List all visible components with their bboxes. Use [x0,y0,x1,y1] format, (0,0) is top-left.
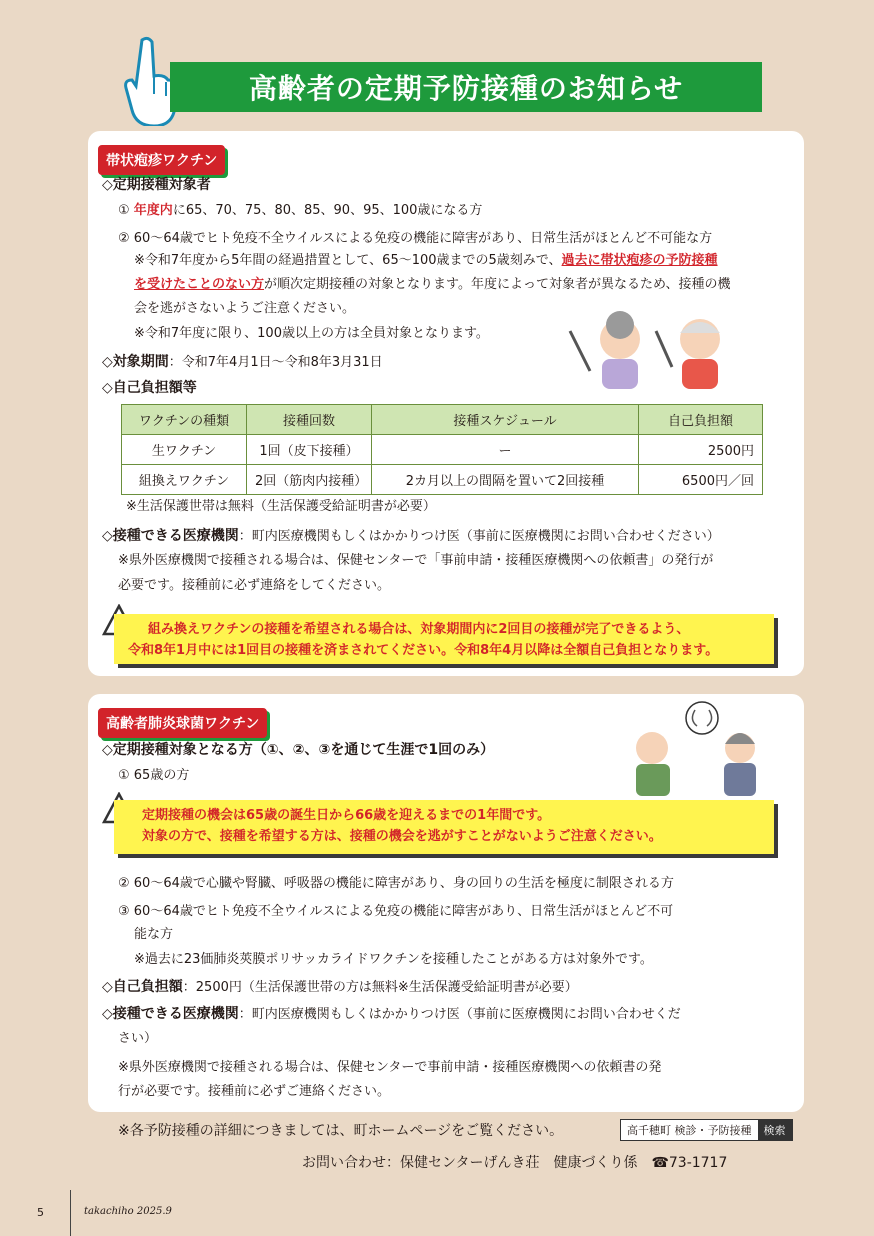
issue-label: takachiho 2025.9 [84,1206,172,1217]
table-cell: ー [372,435,639,465]
note-transition-3: 会を逃がさないようご注意ください。 [134,301,356,316]
target-heading: ◇定期接種対象者 [102,177,211,193]
clinic-value: ：町内医療機関もしくはかかりつけ医（事前に医療機関にお問い合わせください） [238,529,720,544]
target-heading: ◇定期接種対象となる方（①、②、③を通じて生涯で1回のみ） [102,742,495,758]
pneumococcal-tag: 高齢者肺炎球菌ワクチン [98,708,267,738]
warning-line: 組み換えワクチンの接種を希望される場合は、対象期間内に2回目の接種が完了できるよう、 [148,622,690,637]
cost [102,978,578,997]
warning-line: 対象の方で、接種を希望する方は、接種の機会を逃がすことがないようご注意ください。 [142,829,662,844]
clinic [102,1005,681,1024]
table-cell: 2回（筋肉内接種） [247,465,372,495]
target-item-2: ② 60～64歳で心臓や腎臓、呼吸器の機能に障害があり、身の回りの生活を極度に制限される方 [118,876,674,891]
table-header: 接種スケジュール [372,405,639,435]
vaccine-table [121,404,763,495]
clinic-label: ◇接種できる医療機関 [102,1006,239,1022]
emphasis: 年度内 [133,203,173,218]
search-button[interactable]: 検索 [758,1120,792,1140]
note-text: ※令和7年度から5年間の経過措置として、65～100歳までの5歳刻みで、 [134,253,562,268]
item3-note: ※過去に23価肺炎莢膜ポリサッカライドワクチンを接種したことがある方は対象外です。 [134,952,653,967]
shingles-section [88,131,804,676]
warning-line: 令和8年1月中には1回目の接種を済まされてください。令和8年4月以降は全額自己負担となります。 [128,643,719,658]
contact-info: お問い合わせ：保健センターげんき荘 健康づくり係 ☎73-1717 [302,1155,728,1171]
target-item-3: ③ 60～64歳でヒト免疫不全ウイルスによる免疫の機能に障害があり、日常生活がほとんど不可 [118,904,674,919]
table-cell: 1回（皮下接種） [247,435,372,465]
target-item-1: ① 65歳の方 [118,768,190,783]
period [102,353,383,372]
table-header-row [122,405,763,435]
warning-line: 定期接種の機会は65歳の誕生日から66歳を迎えるまでの1年間です。 [142,808,551,823]
table-cell: 2500円 [639,435,763,465]
shingles-tag: 帯状疱疹ワクチン [98,145,225,175]
table-cell: 6500円／回 [639,465,763,495]
note-text: が順次定期接種の対象となります。年度によって対象者が異なるため、接種の機 [264,277,731,292]
table-cell: 生ワクチン [122,435,247,465]
table-cell: 2カ月以上の間隔を置いて2回接種 [372,465,639,495]
emphasis: を受けたことのない方 [134,277,265,292]
shingles-warning-box [114,614,774,664]
table-cell: 組換えワクチン [122,465,247,495]
elderly-vaccination-illustration [560,311,750,391]
table-header: 自己負担額 [639,405,763,435]
pneumococcal-warning-box [114,800,774,854]
homepage-note: ※各予防接種の詳細につきましては、町ホームページをご覧ください。 [118,1123,564,1139]
target-item-1 [118,202,482,220]
table-header: 接種回数 [247,405,372,435]
cost-label: ◇自己負担額 [102,979,183,995]
search-query: 高千穂町 検診・予防接種 [621,1120,758,1140]
note-100: ※令和7年度に限り、100歳以上の方は全員対象となります。 [134,326,489,341]
clinic-note-1: ※県外医療機関で接種される場合は、保健センターで「事前申請・接種医療機関への依頼書」の発行が [118,553,714,568]
note-transition-2 [134,276,730,294]
clinic-note-2: 行が必要です。接種前に必ずご連絡ください。 [118,1084,390,1099]
period-value: ：令和7年4月1日～令和8年3月31日 [168,355,383,370]
page-number: 5 [37,1206,44,1219]
clinic-note-1: ※県外医療機関で接種される場合は、保健センターで事前申請・接種医療機関への依頼書の発 [118,1060,662,1075]
table-note: ※生活保護世帯は無料（生活保護受給証明書が必要） [126,499,436,514]
pneumococcal-section [88,694,804,1112]
period-label: ◇対象期間 [102,354,169,370]
note-transition [134,252,718,270]
clinic-value: ：町内医療機関もしくはかかりつけ医（事前に医療機関にお問い合わせくだ [238,1007,681,1022]
divider [70,1190,71,1236]
table-row [122,435,763,465]
cost-value: ：2500円（生活保護世帯の方は無料※生活保護受給証明書が必要） [182,980,578,995]
search-box[interactable] [620,1119,793,1141]
page-title: 高齢者の定期予防接種のお知らせ [170,62,762,112]
clinic-label: ◇接種できる医療機関 [102,528,239,544]
clinic-value-cont: さい） [118,1031,158,1046]
table-row [122,465,763,495]
item-number: ① [118,203,134,218]
item-text: に65、70、75、80、85、90、95、100歳になる方 [172,203,483,218]
clinic [102,527,720,546]
clinic-note-2: 必要です。接種前に必ず連絡をしてください。 [118,578,390,593]
emphasis: 過去に帯状疱疹の予防接種 [561,253,718,268]
target-item-3-cont: 能な方 [134,927,174,942]
table-header: ワクチンの種類 [122,405,247,435]
target-item-2: ② 60～64歳でヒト免疫不全ウイルスによる免疫の機能に障害があり、日常生活がほとんど不可能な方 [118,231,713,246]
coughing-elderly-illustration [632,700,772,798]
cost-heading: ◇自己負担額等 [102,380,197,396]
